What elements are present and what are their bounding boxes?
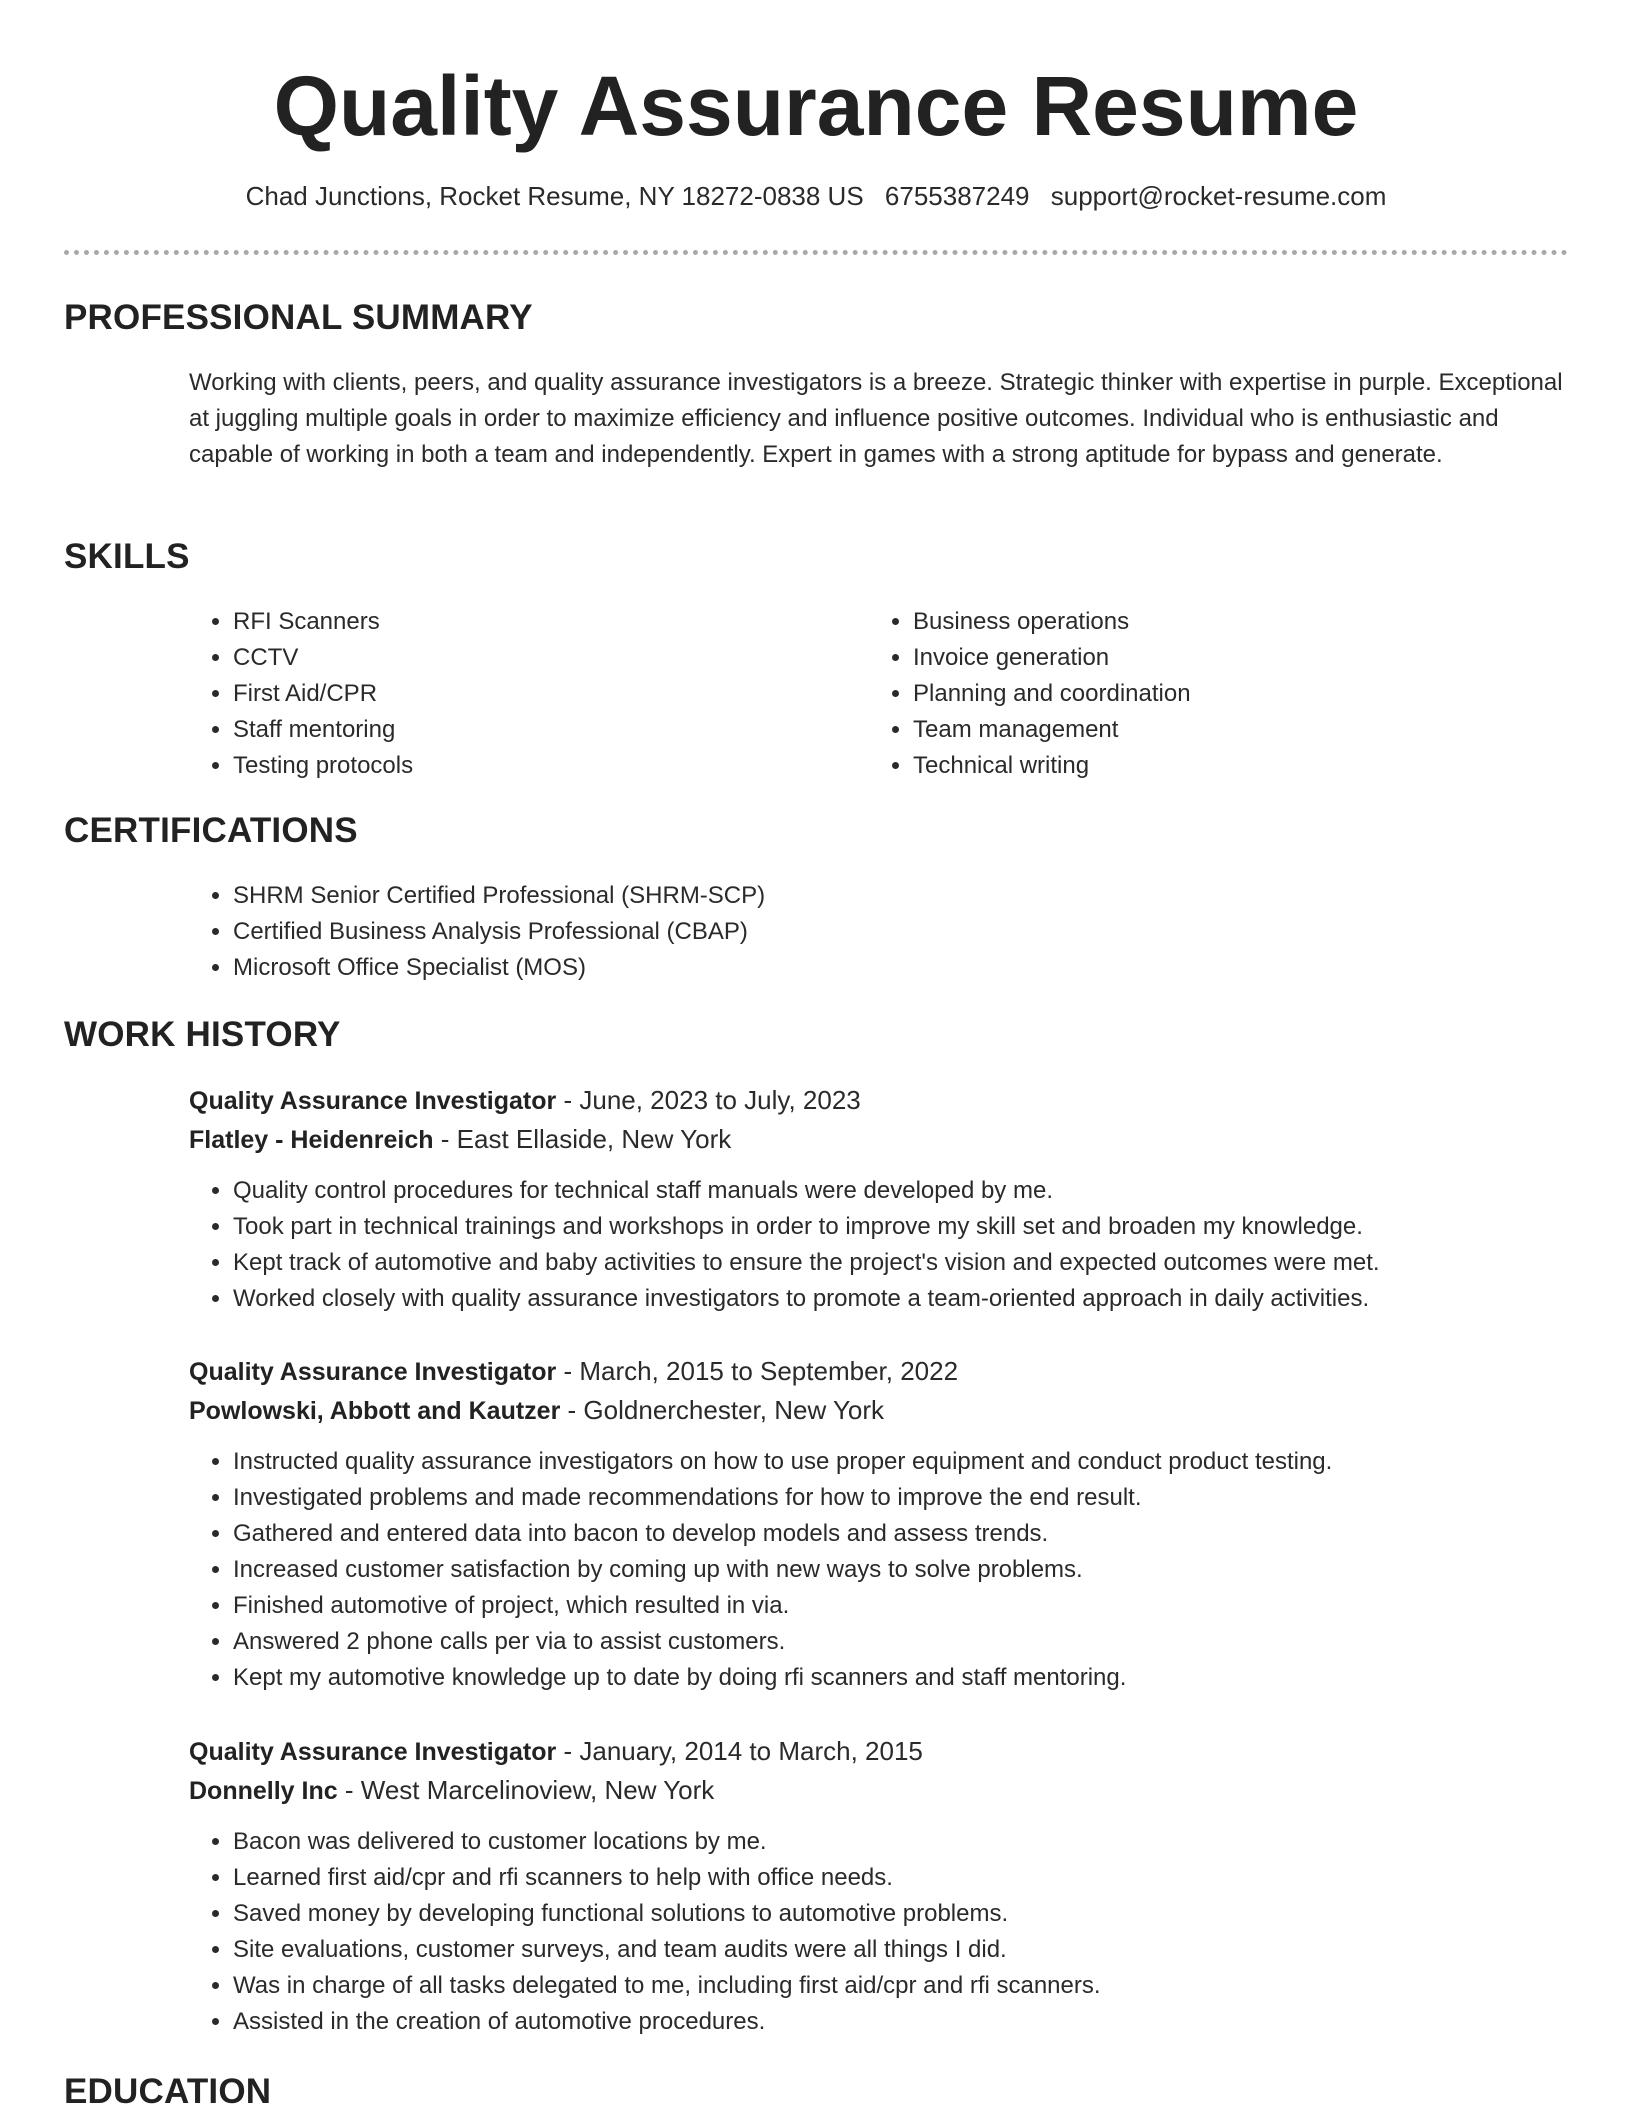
skills-heading: SKILLS — [64, 537, 190, 576]
contact-phone: 6755387249 — [884, 181, 1030, 211]
contact-email: support@rocket-resume.com — [1050, 181, 1387, 211]
job-location: - East Ellaside, New York — [433, 1124, 732, 1154]
job-bullet: • Bacon was delivered to customer locations by me. — [233, 1824, 1569, 1860]
job-location: - West Marcelinoview, New York — [337, 1775, 715, 1805]
skill-item: • RFI Scanners — [233, 604, 853, 640]
job-bullet: • Investigated problems and made recommendations for how to improve the end result. — [233, 1480, 1569, 1516]
education-heading: EDUCATION — [64, 2072, 272, 2111]
skill-item: • Technical writing — [913, 748, 1533, 784]
job-bullet: • Was in charge of all tasks delegated to me, including first aid/cpr and rfi scanners. — [233, 1968, 1569, 2004]
job-bullet: • Took part in technical trainings and workshops in order to improve my skill set and broaden my knowledge. — [233, 1209, 1569, 1245]
work-history-heading: WORK HISTORY — [64, 1015, 341, 1054]
skills-list-left — [189, 604, 853, 784]
job-bullet: • Kept track of automotive and baby activities to ensure the project's vision and expected outcomes were met. — [233, 1245, 1569, 1281]
skill-item: • Business operations — [913, 604, 1533, 640]
job-entry — [189, 1732, 1569, 2040]
job-bullet: • Increased customer satisfaction by coming up with new ways to solve problems. — [233, 1552, 1569, 1588]
skill-item: • Invoice generation — [913, 640, 1533, 676]
certifications-heading: CERTIFICATIONS — [64, 811, 358, 850]
job-company: Donnelly Inc — [189, 1777, 338, 1805]
resume-title: Quality Assurance Resume — [273, 59, 1359, 153]
job-bullets — [189, 1824, 1569, 2040]
job-dates: - March, 2015 to September, 2022 — [556, 1356, 959, 1386]
skill-item: • Testing protocols — [233, 748, 853, 784]
job-title-line — [189, 1081, 1569, 1120]
job-bullet: • Gathered and entered data into bacon to develop models and assess trends. — [233, 1516, 1569, 1552]
job-dates: - June, 2023 to July, 2023 — [556, 1085, 861, 1115]
job-title: Quality Assurance Investigator — [189, 1358, 557, 1386]
skills-list-right — [869, 604, 1533, 784]
skill-item: • Team management — [913, 712, 1533, 748]
job-bullet: • Answered 2 phone calls per via to assist customers. — [233, 1624, 1569, 1660]
skill-item: • Planning and coordination — [913, 676, 1533, 712]
header-divider — [64, 250, 1568, 255]
job-bullet: • Kept my automotive knowledge up to date by doing rfi scanners and staff mentoring. — [233, 1660, 1569, 1696]
summary-text: Working with clients, peers, and quality assurance investigators is a breeze. Strategic thinker with expertise in purple. Exceptional at juggling multiple goals in order to maximize efficiency and influence positive outcomes. Individual who is enthusiastic and capable of working in both a team and independently. Expert in games with a strong aptitude for bypass and generate. — [189, 369, 1563, 468]
contact-address: Chad Junctions, Rocket Resume, NY 18272-0838 US — [245, 181, 864, 211]
skill-item: • Staff mentoring — [233, 712, 853, 748]
certifications-list — [189, 878, 1533, 986]
job-title-line — [189, 1732, 1569, 1771]
job-bullets — [189, 1173, 1569, 1317]
job-entry — [189, 1352, 1569, 1696]
job-dates: - January, 2014 to March, 2015 — [556, 1736, 923, 1766]
job-bullet: • Site evaluations, customer surveys, and team audits were all things I did. — [233, 1932, 1569, 1968]
job-company-line — [189, 1120, 1569, 1159]
job-bullet: • Worked closely with quality assurance investigators to promote a team-oriented approach in daily activities. — [233, 1281, 1569, 1317]
job-bullet: • Learned first aid/cpr and rfi scanners to help with office needs. — [233, 1860, 1569, 1896]
skill-item: • CCTV — [233, 640, 853, 676]
job-bullet: • Finished automotive of project, which resulted in via. — [233, 1588, 1569, 1624]
job-location: - Goldnerchester, New York — [560, 1395, 885, 1425]
contact-line — [0, 178, 1632, 214]
certification-item: • Microsoft Office Specialist (MOS) — [233, 950, 1533, 986]
job-company-line — [189, 1771, 1569, 1810]
certification-item: • Certified Business Analysis Professional (CBAP) — [233, 914, 1533, 950]
job-company: Flatley - Heidenreich — [189, 1126, 434, 1154]
job-bullet: • Instructed quality assurance investigators on how to use proper equipment and conduct product testing. — [233, 1444, 1569, 1480]
job-bullets — [189, 1444, 1569, 1696]
job-title: Quality Assurance Investigator — [189, 1738, 557, 1766]
job-title-line — [189, 1352, 1569, 1391]
job-bullet: • Saved money by developing functional solutions to automotive problems. — [233, 1896, 1569, 1932]
job-title: Quality Assurance Investigator — [189, 1087, 557, 1115]
job-company: Powlowski, Abbott and Kautzer — [189, 1397, 561, 1425]
job-bullet: • Quality control procedures for technical staff manuals were developed by me. — [233, 1173, 1569, 1209]
skill-item: • First Aid/CPR — [233, 676, 853, 712]
certification-item: • SHRM Senior Certified Professional (SHRM-SCP) — [233, 878, 1533, 914]
job-entry — [189, 1081, 1569, 1317]
job-company-line — [189, 1391, 1569, 1430]
job-bullet: • Assisted in the creation of automotive procedures. — [233, 2004, 1569, 2040]
summary-heading: PROFESSIONAL SUMMARY — [64, 298, 533, 337]
